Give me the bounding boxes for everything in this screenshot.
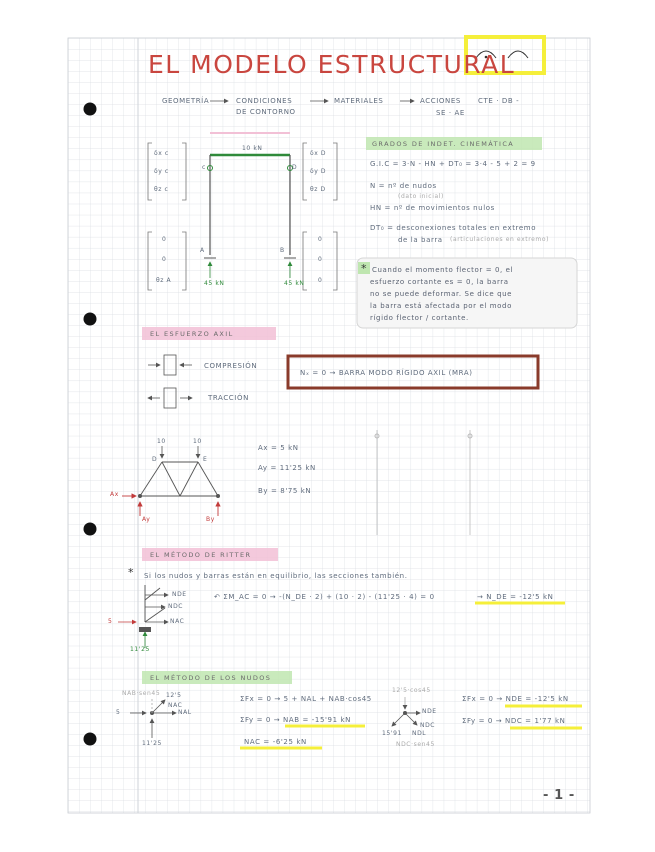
nudos-heading: EL MÉTODO DE LOS NUDOS [150,674,272,682]
truss-node-d: D [152,456,158,463]
gdi-hn-def: HN = nº de movimientos nulos [370,204,495,212]
vector-top-left-0: δx c [154,150,169,157]
gdi-dt-def: DT₀ = desconexiones totales en extremo [370,224,537,232]
truss-by-value: By = 8'75 kN [258,487,312,495]
vector-top-right-1: δy D [310,168,327,175]
truss-by: By [206,516,215,523]
binder-hole [84,103,97,116]
truss-load-2: 10 [193,438,202,445]
frame-load-label: 10 kN [242,145,263,152]
frame-node-d: D [292,164,298,171]
ritter-equation: ↶ ΣM_AC = 0 → -(N_DE · 2) + (10 · 2) - (11'25 · 4) = 0 [214,593,435,601]
nudo2-ndc: NDC [420,722,436,729]
nudo1-nal: NAL [178,709,192,716]
note-line-0: Cuando el momento flector = 0, el [372,266,514,274]
truss-ay: Ay [142,516,151,523]
axil-heading: EL ESFUERZO AXIL [150,330,234,338]
nudos-eq4: ΣFx = 0 → NDE = -12'5 kN [462,695,569,703]
ritter-intro: Si los nudos y barras están en equilibrio, las secciones también. [144,572,408,580]
binder-hole [84,523,97,536]
nudo1-five: 5 [116,709,121,716]
note-line-1: esfuerzo cortante es = 0, la barra [370,278,509,286]
nudos-eq3: NAC = -6'25 kN [244,738,307,746]
flow-se-ae: SE · AE [436,109,465,117]
nudo1-reaction: 11'25 [142,740,162,747]
nudo2-ndl: NDL [412,730,427,737]
nudo2-top: 12'5·cos45 [392,687,431,694]
vector-bottom-right-1: 0 [318,256,323,263]
axil-compresion: COMPRESIÓN [204,362,258,370]
truss-ay-value: Ay = 11'25 kN [258,464,316,472]
vector-bottom-left-0: 0 [162,236,167,243]
note-line-2: no se puede deformar. Se dice que [370,290,513,298]
binder-hole [84,733,97,746]
binder-hole [84,313,97,326]
gdi-heading: GRADOS DE INDET. CINEMÁTICA [372,140,515,148]
flow-de-contorno: DE CONTORNO [236,108,296,116]
nudo1-top: 12'5 [166,692,182,699]
truss-ax-value: Ax = 5 kN [258,444,299,452]
vector-top-left-2: θz c [154,186,169,193]
vector-bottom-left-1: 0 [162,256,167,263]
nudo2-1591: 15'91 [382,730,402,737]
nudos-eq1: ΣFx = 0 → 5 + NAL + NAB·cos45 [240,695,372,703]
vector-top-left-1: δy c [154,168,169,175]
gdi-n-sub: (dato inicial) [398,193,444,200]
frame-node-a: A [200,247,205,254]
ritter-label-ndc: NDC [168,603,184,610]
frame-node-c: c [202,164,206,171]
note-star: * [361,262,368,275]
note-line-4: rígido flector / cortante. [370,314,469,322]
vector-top-right-2: θz D [310,186,326,193]
ritter-label-nac: NAC [170,618,185,625]
gdi-dt-def2: de la barra [398,236,443,244]
ritter-label-five: 5 [108,618,113,625]
vector-top-right-0: δx D [310,150,327,157]
flow-condiciones: CONDICIONES [236,97,293,105]
note-line-3: la barra está afectada por el modo [370,302,512,310]
nudo2-bottom: NDC·sen45 [396,741,435,748]
nudos-eq2: ΣFy = 0 → NAB = -15'91 kN [240,716,351,724]
truss-node-e: E [203,456,208,463]
ritter-star: * [128,566,135,579]
page-title: EL MODELO ESTRUCTURAL [148,50,516,79]
truss-ax: Ax [110,491,119,498]
nudo1-nab: NAB·sen45 [122,690,161,697]
flow-acciones: ACCIONES [420,97,461,105]
frame-node-b: B [280,247,285,254]
axil-mra-text: Nₓ = 0 → BARRA MODO RÍGIDO AXIL (MRA) [300,369,473,377]
flow-geometria: GEOMETRÍA [162,97,210,105]
ritter-label-reaction: 11'25 [130,646,150,653]
frame-reaction-b: 45 kN [284,280,305,287]
vector-bottom-left-2: θz A [156,277,172,284]
gdi-dt-sub: (articulaciones en extremo) [450,236,550,243]
vector-bottom-right-2: 0 [318,277,323,284]
flow-materiales: MATERIALES [334,97,384,105]
gdi-formula: G.I.C = 3·N - HN + DT₀ = 3·4 - 5 + 2 = 9 [370,160,536,168]
gdi-n-def: N = nº de nudos [370,182,437,190]
ritter-label-nde: NDE [172,591,187,598]
flow-cte: CTE · DB - [478,97,520,105]
nudos-eq5: ΣFy = 0 → NDC = 1'77 kN [462,717,566,725]
ritter-heading: EL MÉTODO DE RITTER [150,551,252,559]
frame-reaction-a: 45 kN [204,280,225,287]
ritter-result: → N_DE = -12'5 kN [477,593,554,601]
vector-bottom-right-0: 0 [318,236,323,243]
axil-traccion: TRACCIÓN [208,394,249,402]
nudo2-nde: NDE [422,708,437,715]
page-number: - 1 - [543,788,575,803]
nudo1-nac: NAC [168,702,183,709]
truss-load-1: 10 [157,438,166,445]
